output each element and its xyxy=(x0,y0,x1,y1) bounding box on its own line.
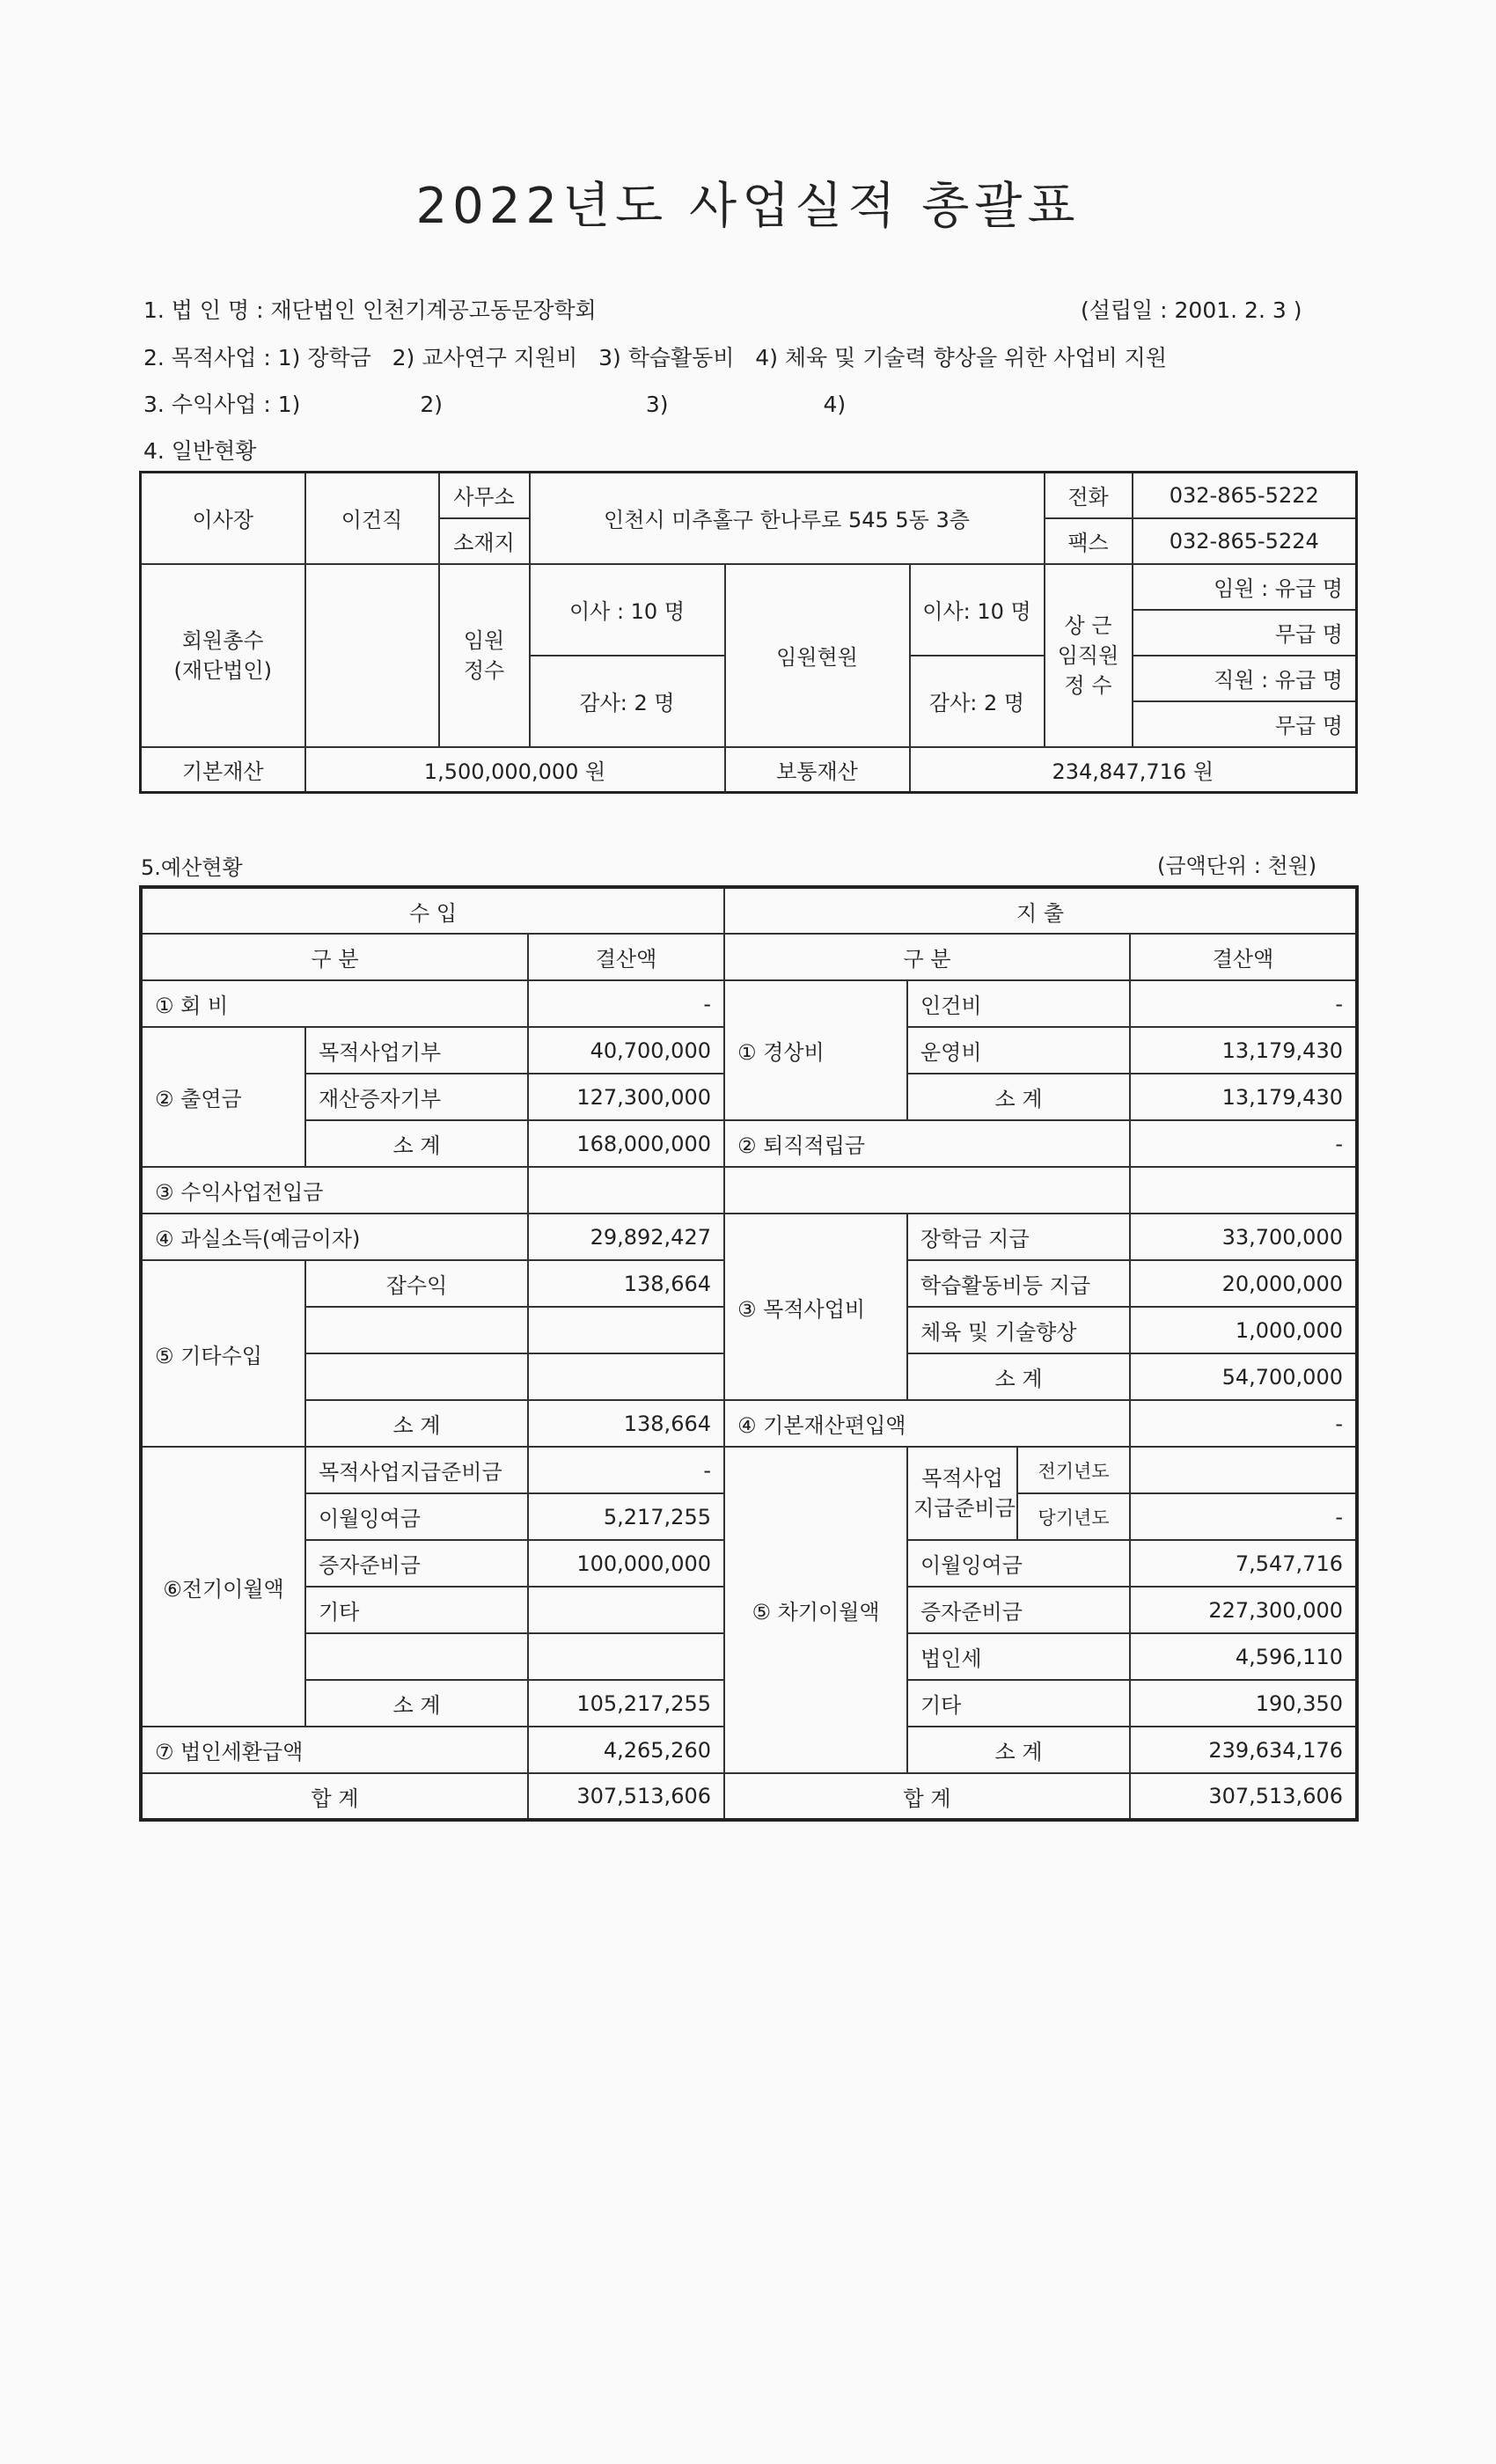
expense-operation: 운영비 xyxy=(907,1027,1130,1074)
income-other-blank-1-value xyxy=(528,1307,724,1353)
ordinary-assets-label: 보통재산 xyxy=(725,747,910,793)
profit-item-2: 2) xyxy=(420,392,443,417)
expense-reserve-line2: 지급준비금 xyxy=(913,1496,1016,1521)
expense-retirement: ② 퇴직적립금 xyxy=(724,1120,1130,1167)
officer-quota-label xyxy=(439,564,530,747)
staff-employee-paid: 직원 : 유급 명 xyxy=(1133,656,1357,701)
profit-item-4: 4) xyxy=(823,392,847,417)
expense-capital-reserve-value: 227,300,000 xyxy=(1130,1587,1357,1633)
basic-assets-label: 기본재산 xyxy=(141,747,305,793)
members-label-line1: 회원총수 xyxy=(181,627,264,653)
income-carry-other-value xyxy=(528,1587,724,1633)
current-directors: 이사: 10 명 xyxy=(910,564,1045,656)
profit-business-line xyxy=(143,387,846,419)
income-profit-transfer-value xyxy=(528,1167,724,1214)
income-other: ⑤ 기타수입 xyxy=(141,1260,305,1447)
budget-section-label: 5.예산현황 xyxy=(141,855,243,880)
expense-sports-tech: 체육 및 기술향상 xyxy=(907,1307,1130,1353)
established-date: (설립일 : 2001. 2. 3 ) xyxy=(1081,297,1302,323)
expense-purpose-subtotal-value: 54,700,000 xyxy=(1130,1353,1357,1400)
expense-empty-1-value xyxy=(1130,1167,1357,1214)
purpose-item-2: 2) 교사연구 지원비 xyxy=(392,345,578,370)
general-status-label: 4. 일반현황 xyxy=(143,438,257,464)
corp-name-label: 1. 법 인 명 : xyxy=(143,297,264,323)
purpose-item-1: 1) 장학금 xyxy=(277,345,371,370)
staff-officer-paid: 임원 : 유급 명 xyxy=(1133,564,1357,610)
income-misc-value: 138,664 xyxy=(528,1260,724,1307)
office-label-bottom: 소재지 xyxy=(439,518,530,564)
income-carry-blank-value xyxy=(528,1633,724,1680)
members-total-label xyxy=(141,564,305,747)
expense-reserve-label xyxy=(907,1447,1017,1540)
expense-surplus-value: 7,547,716 xyxy=(1130,1540,1357,1587)
expense-prev-year-value xyxy=(1130,1447,1357,1493)
amount-unit-note: (금액단위 : 천원) xyxy=(1157,854,1317,878)
expense-operating-cost: ① 경상비 xyxy=(724,980,907,1120)
general-status-table xyxy=(139,471,1358,794)
officer-quota-line1: 임원 xyxy=(463,627,505,653)
profit-item-3: 3) xyxy=(645,392,669,417)
members-total-value xyxy=(305,564,439,747)
office-label-top: 사무소 xyxy=(439,473,530,518)
income-capital-reserve-value: 100,000,000 xyxy=(528,1540,724,1587)
income-amount-header: 결산액 xyxy=(528,934,724,980)
income-other-blank-1 xyxy=(305,1307,528,1353)
chairman-name: 이건직 xyxy=(305,473,439,564)
expense-capital-reserve: 증자준비금 xyxy=(907,1587,1130,1633)
income-misc: 잡수익 xyxy=(305,1260,528,1307)
income-capital-donation: 재산증자기부 xyxy=(305,1074,528,1120)
expense-scholarship-value: 33,700,000 xyxy=(1130,1214,1357,1260)
expense-prev-year: 전기년도 xyxy=(1017,1447,1130,1493)
staff-employee-unpaid: 무급 명 xyxy=(1133,701,1357,747)
page-title: 2022년도 사업실적 총괄표 xyxy=(415,178,1081,235)
income-contribution: ② 출연금 xyxy=(141,1027,305,1167)
current-auditors: 감사: 2 명 xyxy=(910,656,1045,747)
expense-header: 지 출 xyxy=(724,887,1357,934)
income-total-label: 합 계 xyxy=(141,1773,528,1820)
expense-curr-year-value: - xyxy=(1130,1493,1357,1540)
expense-personnel: 인건비 xyxy=(907,980,1130,1027)
basic-assets-value: 1,500,000,000 원 xyxy=(305,747,725,793)
income-contribution-subtotal-value: 168,000,000 xyxy=(528,1120,724,1167)
expense-operating-subtotal-label: 소 계 xyxy=(907,1074,1130,1120)
expense-curr-year: 당기년도 xyxy=(1017,1493,1130,1540)
expense-empty-1 xyxy=(724,1167,1130,1214)
staff-label-line2: 임직원 xyxy=(1057,642,1119,668)
income-carryover-subtotal-label: 소 계 xyxy=(305,1680,528,1727)
expense-basic-assets-value: - xyxy=(1130,1400,1357,1447)
fax-label: 팩스 xyxy=(1045,518,1133,564)
income-profit-transfer: ③ 수익사업전입금 xyxy=(141,1167,528,1214)
income-carry-blank xyxy=(305,1633,528,1680)
chairman-label: 이사장 xyxy=(141,473,305,564)
staff-label-line1: 상 근 xyxy=(1064,612,1112,638)
corp-name-line xyxy=(143,293,1302,325)
income-other-blank-2 xyxy=(305,1353,528,1400)
income-other-subtotal-value: 138,664 xyxy=(528,1400,724,1447)
fulltime-staff-label xyxy=(1045,564,1133,747)
income-other-subtotal-label: 소 계 xyxy=(305,1400,528,1447)
phone-label: 전화 xyxy=(1045,473,1133,518)
income-header: 수 입 xyxy=(141,887,724,934)
fax-value: 032-865-5224 xyxy=(1133,518,1357,564)
income-other-blank-2-value xyxy=(528,1353,724,1400)
expense-basic-assets: ④ 기본재산편입액 xyxy=(724,1400,1130,1447)
phone-value: 032-865-5222 xyxy=(1133,473,1357,518)
income-capital-donation-value: 127,300,000 xyxy=(528,1074,724,1120)
income-purpose-donation: 목적사업기부 xyxy=(305,1027,528,1074)
officers-current-label: 임원현원 xyxy=(725,564,910,747)
profit-item-1: 1) xyxy=(277,392,301,417)
income-category-header: 구 분 xyxy=(141,934,528,980)
income-carryover: ⑥전기이월액 xyxy=(141,1447,305,1727)
expense-surplus: 이월잉여금 xyxy=(907,1540,1130,1587)
expense-scholarship: 장학금 지급 xyxy=(907,1214,1130,1260)
quota-directors: 이사 : 10 명 xyxy=(530,564,725,656)
expense-activity: 학습활동비등 지급 xyxy=(907,1260,1130,1307)
expense-purpose-subtotal-label: 소 계 xyxy=(907,1353,1130,1400)
expense-total-label: 합 계 xyxy=(724,1773,1130,1820)
expense-carry-other: 기타 xyxy=(907,1680,1130,1727)
income-purpose-donation-value: 40,700,000 xyxy=(528,1027,724,1074)
expense-carry-other-value: 190,350 xyxy=(1130,1680,1357,1727)
expense-personnel-value: - xyxy=(1130,980,1357,1027)
income-surplus-value: 5,217,255 xyxy=(528,1493,724,1540)
income-surplus: 이월잉여금 xyxy=(305,1493,528,1540)
ordinary-assets-value: 234,847,716 원 xyxy=(910,747,1357,793)
income-tax-refund-value: 4,265,260 xyxy=(528,1727,724,1773)
expense-total-value: 307,513,606 xyxy=(1130,1773,1357,1820)
income-interest: ④ 과실소득(예금이자) xyxy=(141,1214,528,1260)
members-label-line2: (재단법인) xyxy=(173,657,272,683)
income-reserve: 목적사업지급준비금 xyxy=(305,1447,528,1493)
corp-name-value: 재단법인 인천기계공고동문장학회 xyxy=(270,297,597,323)
staff-officer-unpaid: 무급 명 xyxy=(1133,610,1357,656)
office-address: 인천시 미추홀구 한나루로 545 5동 3층 xyxy=(530,473,1045,564)
expense-corp-tax-value: 4,596,110 xyxy=(1130,1633,1357,1680)
expense-carryover-subtotal-value: 239,634,176 xyxy=(1130,1727,1357,1773)
income-tax-refund: ⑦ 법인세환급액 xyxy=(141,1727,528,1773)
budget-table xyxy=(139,885,1359,1822)
expense-sports-tech-value: 1,000,000 xyxy=(1130,1307,1357,1353)
expense-operating-subtotal-value: 13,179,430 xyxy=(1130,1074,1357,1120)
income-capital-reserve: 증자준비금 xyxy=(305,1540,528,1587)
income-membership-fee: ① 회 비 xyxy=(141,980,528,1027)
purpose-item-4: 4) 체육 및 기술력 향상을 위한 사업비 지원 xyxy=(755,345,1167,370)
staff-label-line3: 정 수 xyxy=(1064,672,1112,698)
income-total-value: 307,513,606 xyxy=(528,1773,724,1820)
expense-corp-tax: 법인세 xyxy=(907,1633,1130,1680)
purpose-business-label: 2. 목적사업 : xyxy=(143,345,271,370)
expense-reserve-line1: 목적사업 xyxy=(921,1466,1003,1491)
income-contribution-subtotal-label: 소 계 xyxy=(305,1120,528,1167)
expense-carryover: ⑤ 차기이월액 xyxy=(724,1447,907,1773)
purpose-item-3: 3) 학습활동비 xyxy=(598,345,735,370)
income-carry-other: 기타 xyxy=(305,1587,528,1633)
income-reserve-value: - xyxy=(528,1447,724,1493)
expense-category-header: 구 분 xyxy=(724,934,1130,980)
quota-auditors: 감사: 2 명 xyxy=(530,656,725,747)
income-carryover-subtotal-value: 105,217,255 xyxy=(528,1680,724,1727)
expense-amount-header: 결산액 xyxy=(1130,934,1357,980)
expense-retirement-value: - xyxy=(1130,1120,1357,1167)
income-interest-value: 29,892,427 xyxy=(528,1214,724,1260)
profit-business-label: 3. 수익사업 : xyxy=(143,392,271,417)
expense-activity-value: 20,000,000 xyxy=(1130,1260,1357,1307)
purpose-business-line xyxy=(143,341,1167,372)
income-membership-fee-value: - xyxy=(528,980,724,1027)
expense-operation-value: 13,179,430 xyxy=(1130,1027,1357,1074)
officer-quota-line2: 정수 xyxy=(463,657,505,683)
expense-carryover-subtotal-label: 소 계 xyxy=(907,1727,1130,1773)
expense-purpose-business: ③ 목적사업비 xyxy=(724,1214,907,1400)
